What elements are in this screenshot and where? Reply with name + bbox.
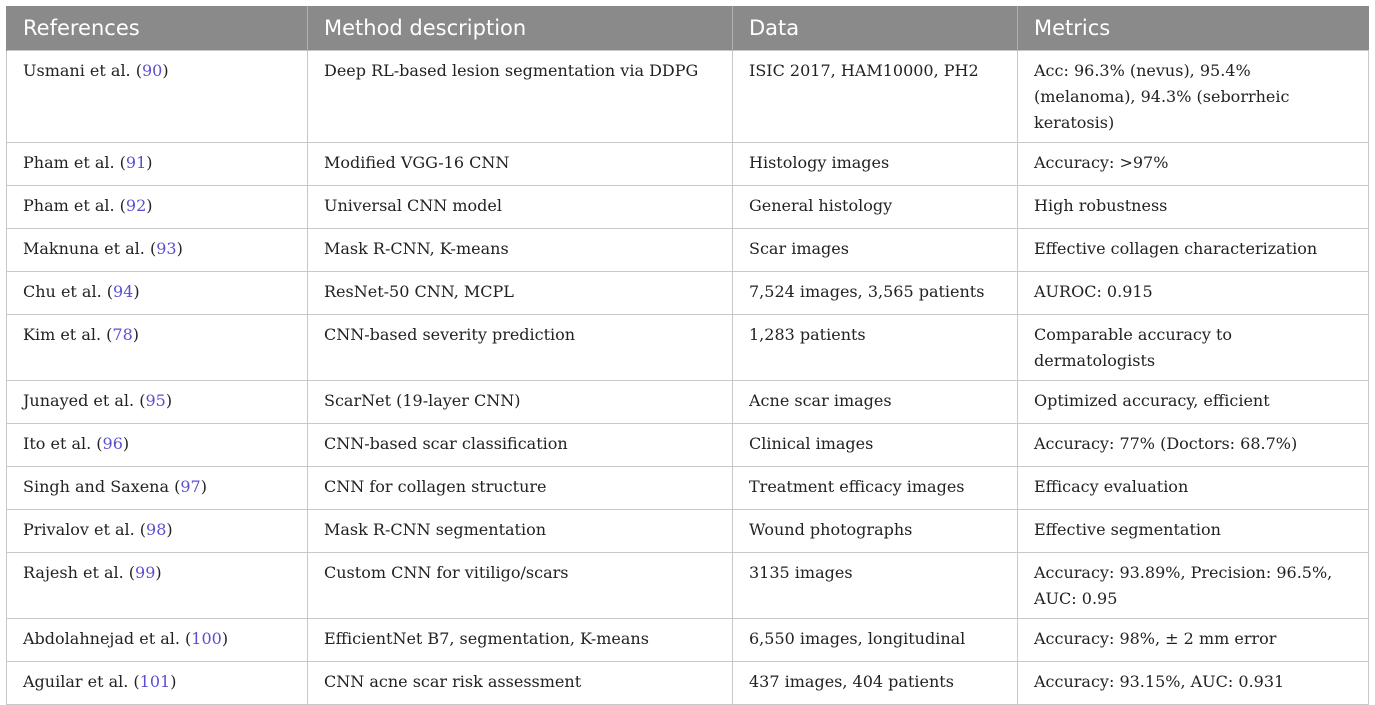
method-cell: CNN acne scar risk assessment	[308, 662, 733, 705]
header-method: Method description	[308, 6, 733, 51]
author: Rajesh et al. (	[23, 563, 136, 582]
table-row	[7, 51, 1369, 143]
author: Singh and Saxena (	[23, 477, 181, 496]
table-row	[7, 467, 1369, 510]
method-cell: Mask R-CNN segmentation	[308, 510, 733, 553]
method-cell: CNN-based severity prediction	[308, 315, 733, 381]
author: Ito et al. (	[23, 434, 103, 453]
data-cell: Acne scar images	[733, 381, 1018, 424]
author: Privalov et al. (	[23, 520, 147, 539]
metrics-cell: Effective segmentation	[1018, 510, 1369, 553]
citation-link[interactable]: 91	[125, 153, 147, 172]
header-references: References	[7, 6, 308, 51]
citation-link[interactable]: 97	[180, 477, 201, 496]
data-cell: ISIC 2017, HAM10000, PH2	[733, 51, 1018, 143]
metrics-cell: Comparable accuracy to dermatologists	[1018, 315, 1369, 381]
data-cell: Histology images	[733, 143, 1018, 186]
paren-close: )	[176, 239, 183, 258]
method-cell: Custom CNN for vitiligo/scars	[308, 553, 733, 619]
paren-close: )	[133, 282, 140, 301]
reference-cell	[7, 424, 308, 467]
table-row	[7, 272, 1369, 315]
method-cell: Mask R-CNN, K-means	[308, 229, 733, 272]
table-row	[7, 143, 1369, 186]
reference-cell	[7, 143, 308, 186]
author: Junayed et al. (	[23, 391, 146, 410]
reference-cell	[7, 51, 308, 143]
metrics-cell: Accuracy: >97%	[1018, 143, 1369, 186]
data-cell: 437 images, 404 patients	[733, 662, 1018, 705]
method-cell: Deep RL-based lesion segmentation via DDPG	[308, 51, 733, 143]
reference-cell	[7, 315, 308, 381]
metrics-cell: Accuracy: 98%, ± 2 mm error	[1018, 619, 1369, 662]
citation-link[interactable]: 78	[112, 325, 133, 344]
data-cell: 7,524 images, 3,565 patients	[733, 272, 1018, 315]
metrics-cell: Acc: 96.3% (nevus), 95.4% (melanoma), 94.3% (seborrheic keratosis)	[1018, 51, 1369, 143]
table-row	[7, 553, 1369, 619]
citation-link[interactable]: 101	[139, 672, 171, 691]
data-cell: 6,550 images, longitudinal	[733, 619, 1018, 662]
author: Kim et al. (	[23, 325, 113, 344]
paren-close: )	[132, 325, 139, 344]
paren-close: )	[155, 563, 162, 582]
method-cell: CNN for collagen structure	[308, 467, 733, 510]
table-row	[7, 186, 1369, 229]
citation-link[interactable]: 93	[156, 239, 177, 258]
paren-close: )	[162, 61, 169, 80]
metrics-cell: AUROC: 0.915	[1018, 272, 1369, 315]
metrics-cell: Effective collagen characterization	[1018, 229, 1369, 272]
header-metrics: Metrics	[1018, 6, 1369, 51]
method-cell: ResNet-50 CNN, MCPL	[308, 272, 733, 315]
data-cell: Clinical images	[733, 424, 1018, 467]
paren-close: )	[170, 672, 177, 691]
author: Maknuna et al. (	[23, 239, 157, 258]
citation-link[interactable]: 92	[125, 196, 147, 215]
metrics-cell: Accuracy: 93.89%, Precision: 96.5%, AUC: 0.95	[1018, 553, 1369, 619]
data-cell: 1,283 patients	[733, 315, 1018, 381]
reference-cell	[7, 186, 308, 229]
header-row	[7, 6, 1369, 51]
data-cell: Wound photographs	[733, 510, 1018, 553]
table-row	[7, 619, 1369, 662]
data-cell: 3135 images	[733, 553, 1018, 619]
paren-close: )	[166, 520, 173, 539]
metrics-cell: Accuracy: 77% (Doctors: 68.7%)	[1018, 424, 1369, 467]
metrics-cell: Accuracy: 93.15%, AUC: 0.931	[1018, 662, 1369, 705]
metrics-cell: High robustness	[1018, 186, 1369, 229]
method-cell: EfficientNet B7, segmentation, K-means	[308, 619, 733, 662]
author: Abdolahnejad et al. (	[23, 629, 192, 648]
citation-link[interactable]: 96	[102, 434, 123, 453]
citation-link[interactable]: 94	[113, 282, 134, 301]
reference-cell	[7, 272, 308, 315]
header-data: Data	[733, 6, 1018, 51]
table-row	[7, 510, 1369, 553]
author: Aguilar et al. (	[23, 672, 140, 691]
reference-cell	[7, 467, 308, 510]
reference-cell	[7, 662, 308, 705]
data-cell: General histology	[733, 186, 1018, 229]
author: Pham et al. (	[23, 153, 126, 172]
author: Usmani et al. (	[23, 61, 142, 80]
reference-cell	[7, 553, 308, 619]
reference-cell	[7, 381, 308, 424]
method-cell: Universal CNN model	[308, 186, 733, 229]
method-cell: CNN-based scar classification	[308, 424, 733, 467]
reference-cell	[7, 229, 308, 272]
table-row	[7, 424, 1369, 467]
metrics-cell: Efficacy evaluation	[1018, 467, 1369, 510]
references-table	[6, 6, 1369, 705]
paren-close: )	[146, 153, 153, 172]
table-row	[7, 315, 1369, 381]
reference-cell	[7, 510, 308, 553]
paren-close: )	[165, 391, 173, 410]
citation-link[interactable]: 100	[191, 629, 222, 648]
citation-link[interactable]: 95	[145, 391, 166, 410]
citation-link[interactable]: 90	[141, 61, 163, 80]
author: Pham et al. (	[23, 196, 126, 215]
table-row	[7, 662, 1369, 705]
method-cell: ScarNet (19-layer CNN)	[308, 381, 733, 424]
data-cell: Treatment efficacy images	[733, 467, 1018, 510]
paren-close: )	[146, 196, 153, 215]
table-row	[7, 229, 1369, 272]
data-cell: Scar images	[733, 229, 1018, 272]
table-row	[7, 381, 1369, 424]
paren-close: )	[221, 629, 229, 648]
citation-link[interactable]: 98	[146, 520, 167, 539]
reference-cell	[7, 619, 308, 662]
citation-link[interactable]: 99	[135, 563, 156, 582]
paren-close: )	[122, 434, 130, 453]
author: Chu et al. (	[23, 282, 113, 301]
metrics-cell: Optimized accuracy, efficient	[1018, 381, 1369, 424]
paren-close: )	[200, 477, 207, 496]
method-cell: Modified VGG-16 CNN	[308, 143, 733, 186]
